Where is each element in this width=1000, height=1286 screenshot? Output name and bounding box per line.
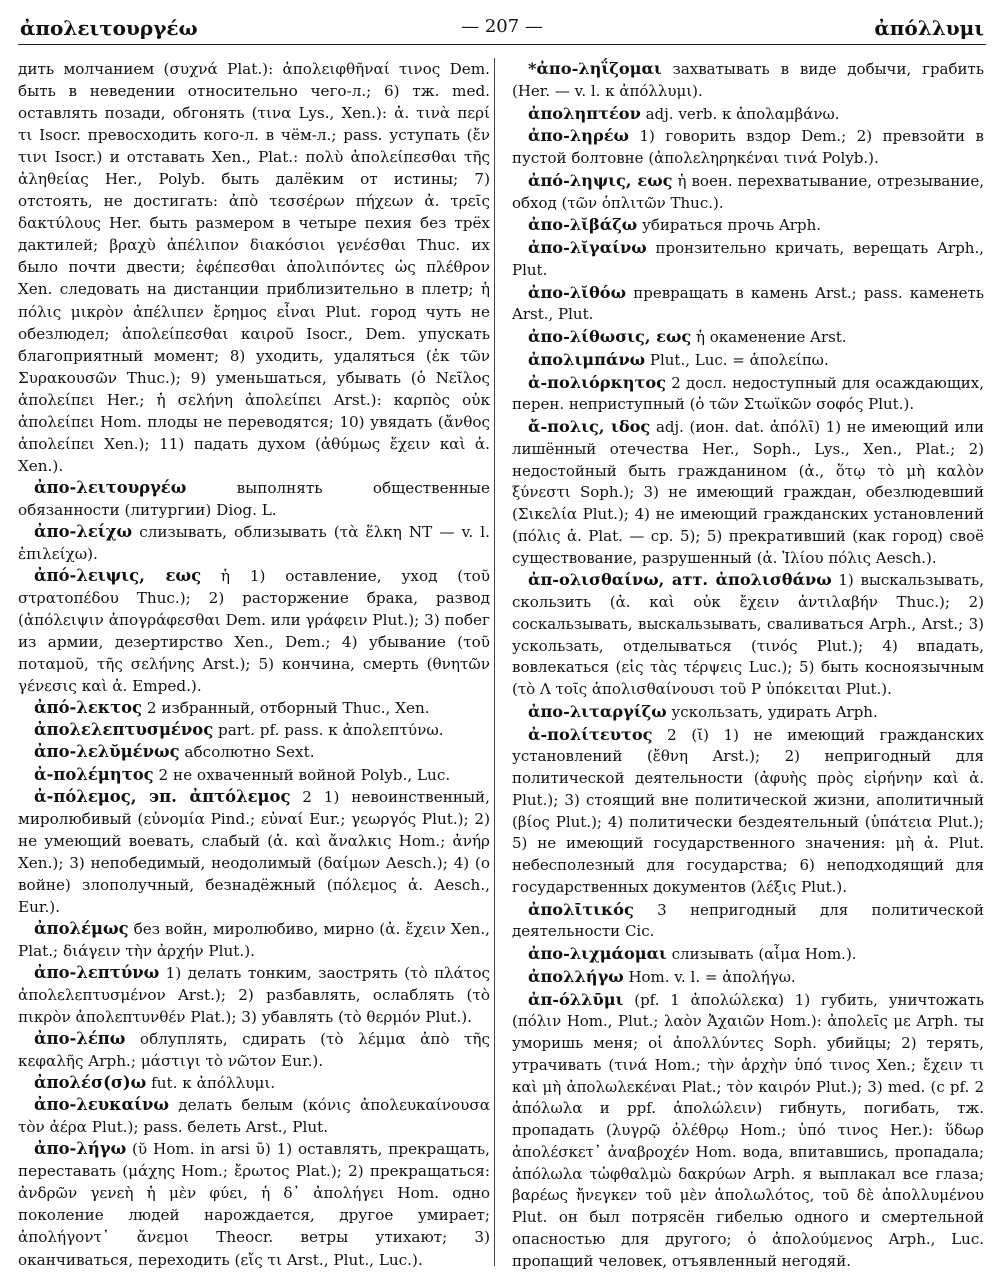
entry-headword: ἀπο-ληρέω xyxy=(528,126,629,146)
entry-definition: 3 непригодный для политической деятельности Cic. xyxy=(512,900,984,941)
dictionary-entry xyxy=(512,989,984,1273)
entry-definition: захватывать в виде добычи, грабить (Her. — v. l. к ἀπόλλυμι). xyxy=(512,60,984,100)
page-header xyxy=(18,8,986,45)
dictionary-entry xyxy=(512,326,984,349)
entry-headword: *ἀπο-ληΐζομαι xyxy=(528,59,662,78)
entry-headword: ἀπολλήγω xyxy=(528,966,624,986)
entry-definition: 2 1) невоинственный, миролюбивый (εὐνομία Pind.; εὐναί Eur.; γεωργός Plut.); 2) не умеющий воевать, слабый (ἀ. καὶ ἄναλκις Hom.; ἀνήρ Xen.); 3) непобедимый, неодолимый (δαίμων Aesch.); 4) (о войне) злополучный, безнадёжный (πόλεμος ἀ. Aesch., Eur.). xyxy=(18,787,490,916)
entry-headword: ἀπο-λῐθόω xyxy=(528,282,627,302)
entry-definition: Plut., Luc. = ἀπολείπω. xyxy=(645,350,829,369)
entry-definition: 2 избранный, отборный Thuc., Xen. xyxy=(142,699,430,718)
dictionary-entry xyxy=(18,521,490,565)
entry-headword: ἀπό-λειψις, εως xyxy=(34,566,202,586)
entry-definition: делать белым (κόνις ἀπολευκαίνουσα τὸν ἀέρα Plut.); pass. белеть Arst., Plut. xyxy=(18,1096,490,1137)
entry-headword: ἀπολέσ(σ)ω xyxy=(34,1073,147,1093)
entry-headword: ἀπο-λείχω xyxy=(34,521,133,541)
right-column xyxy=(512,58,984,1272)
entry-headword: ἀ-πολιόρκητος xyxy=(528,372,667,392)
dictionary-entry xyxy=(512,416,984,569)
dictionary-entry xyxy=(18,719,490,741)
entry-definition: убираться прочь Arph. xyxy=(637,216,821,235)
entry-definition: превращать в камень Arst.; pass. каменеть Arst., Plut. xyxy=(512,283,984,324)
entry-headword: ἀπο-λειτουργέω xyxy=(34,477,187,497)
entry-headword: ἀπο-λῐγαίνω xyxy=(528,238,647,257)
dictionary-entry xyxy=(512,372,984,417)
dictionary-entry xyxy=(512,701,984,724)
column-divider xyxy=(494,58,495,1266)
entry-definition: (pf. 1 ἀπολώλεκα) 1) губить, уничтожать (πόλιν Hom., Plut.; λαὸν Ἀχαιῶν Hom.): ἀπολεῖς με Arph. ты уморишь меня; οἱ ἀπολλύντες Soph. убийцы; 2) терять, утрачивать (τινά Hom.; τὴν ἀρχὴν ὑπό τινος Xen.; ἔχειν τι καὶ μὴ ἀπολωλεκέναι Plat.; τὸν καιρόν Plut.); 3) med. (с pf. 2 ἀπόλωλα и ppf. ἀπολώλειν) гибнуть, погибать, тж. пропадать (λυγρῷ ὀλέθρῳ Hom.; ὑπό τινος Her.): ὕδωρ ἀπολέσκετ᾽ ἀναβροχέν Hom. вода, впитавшись, пропадала; ἀπόλωλα τὠφθαλμὼ δακρύων Arph. я выплакал все глаза; βαρέως ἤνεγκεν τοῦ μὲν ἀπολωλότος, τοῦ δὲ ἀπολλυμένου Plut. он был потрясён гибелью одного и смертельной опасностью для другого; ὁ ἀπολούμενος Arph., Luc. пропащий человек, отъявленный негодяй. xyxy=(512,990,984,1270)
entry-headword: ἀπολιμπάνω xyxy=(528,349,646,369)
entry-headword: ἀπο-λήγω xyxy=(34,1139,127,1159)
entry-definition: 1) выскальзывать, скользить (ἀ. καὶ οὐκ ἔχειν ἀντιλαβήν Thuc.); 2) соскальзывать, выскальзывать, сваливаться Arph., Arst.; 3) ускользать, отделываться (τινός Plut.); 4) впадать, вовлекаться (εἰς τὰς τέρψεις Luc.); 5) быть косноязычным (τὸ Λ τοῖς ἀπολισθαίνουσι τοῦ Ρ ὑπόκειται Plut.). xyxy=(512,571,984,698)
entry-headword: ἀπ-ολισθαίνω, атт. ἀπολισθάνω xyxy=(528,570,832,590)
entry-definition: абсолютно Sext. xyxy=(179,743,315,762)
dictionary-entry xyxy=(512,214,984,237)
entry-definition: облуплять, сдирать (τὸ λέμμα ἀπὸ τῆς κεφαλῆς Arph.; μάστιγι τὸ νῶτον Eur.). xyxy=(18,1030,490,1071)
entry-headword: ἀπο-λέπω xyxy=(34,1029,126,1049)
entry-headword: ἀπολέμως xyxy=(34,918,129,938)
entry-definition: (ῠ Hom. in arsi ῡ) 1) оставлять, прекращать, переставать (μάχης Hom.; ἔρωτος Plat.); 2) прекращаться: ἀνδρῶν γενεὴ ἡ μὲν φύει, ἡ δ᾽ ἀπολήγει Hom. одно поколение людей нарождается, другое умирает; ἀπολήγοντ᾽ ἄνεμοι Theocr. ветры утихают; 3) оканчиваться, переходить (εἴς τι Arst., Plut., Luc.). xyxy=(18,1140,490,1269)
dictionary-entry xyxy=(18,741,490,763)
entry-headword: ἀπο-λελῠμένως xyxy=(34,742,180,762)
entry-definition: fut. к ἀπόλλυμι. xyxy=(146,1074,276,1093)
dictionary-entry xyxy=(18,1094,490,1138)
entry-headword: ἀ-πολίτευτος xyxy=(528,724,653,744)
dictionary-entry xyxy=(512,282,984,327)
entry-headword: ἀπό-λεκτος xyxy=(34,698,143,718)
entry-headword: ἀπο-λιταργίζω xyxy=(528,701,667,721)
entry-definition: 2 не охваченный войной Polyb., Luc. xyxy=(153,765,451,784)
entry-definition: part. pf. pass. к ἀπολεπτύνω. xyxy=(213,721,444,740)
dictionary-entry xyxy=(512,58,984,103)
dictionary-entry xyxy=(512,724,984,899)
entry-headword: ἀπολελεπτυσμένος xyxy=(34,720,214,740)
entry-definition: 2 (ῐ) 1) не имеющий гражданских установлений (ἔθνη Arst.); 2) непригодный для политической деятельности (ἀφυὴς πρὸς εἰρήνην καὶ ἀ. Plut.); 3) стоящий вне политической жизни, аполитичный (βίος Plut.); 4) политически бездеятельный (ὑπάτεια Plut.); 5) не имеющий государственного значения: μὴ ἀ. Plut. небесполезный для государства; 6) неподходящий для государственных документов (λέξις Plut.). xyxy=(512,725,984,896)
entry-definition: adj. (ион. dat. ἀπόλῑ) 1) не имеющий или лишённый отечества Her., Soph., Lys., Xen., Plat.; 2) недостойный быть гражданином (ἀ., ὅτῳ τὸ μὴ καλὸν ξύνεστι Soph.); 3) не имеющий граждан, обезлюдевший (Σικελία Plut.); 4) не имеющий гражданских установлений (πόλις ἀ. Plat. — ср. 5); 5) прекративший (как город) своё существование, разрушенный (ἀ. Ἰλίου πόλις Aesch.). xyxy=(512,418,984,567)
dictionary-entry xyxy=(512,237,984,282)
entry-definition: 1) говорить вздор Dem.; 2) превзойти в пустой болтовне (ἀπολεληρηκέναι τινά Polyb.). xyxy=(512,127,984,167)
dictionary-entry xyxy=(18,1138,490,1270)
entry-definition: Hom. v. l. = ἀπολήγω. xyxy=(623,967,796,986)
dictionary-entry xyxy=(512,966,984,989)
dictionary-entry xyxy=(18,477,490,521)
dictionary-entry xyxy=(18,786,490,918)
dictionary-entry xyxy=(18,697,490,719)
dictionary-entry xyxy=(512,899,984,944)
entry-headword: ἀπο-λῐβάζω xyxy=(528,215,638,235)
dictionary-entry xyxy=(18,1072,490,1094)
dictionary-entry xyxy=(512,125,984,170)
running-head-right: ἀπόλλυμι xyxy=(874,16,984,40)
entry-definition: 2 досл. недоступный для осаждающих, перен. неприступный (ὁ τῶν Στωϊκῶν σοφός Plut.). xyxy=(512,373,984,414)
left-column xyxy=(18,58,490,1271)
entry-headword: ἄ-πολις, ιδος xyxy=(528,417,651,436)
entry-headword: ἀπολῑτικός xyxy=(528,899,634,919)
entry-headword: ἀπ-όλλῡμι xyxy=(528,989,624,1009)
entry-definition: выполнять общественные обязанности (литургии) Diog. L. xyxy=(18,478,490,519)
entry-definition: слизывать, облизывать (τὰ ἕλκη NT — v. l. ἐπιλείχω). xyxy=(18,522,490,564)
entry-definition: без войн, миролюбиво, мирно (ἀ. ἔχειν Xen., Plat.; διάγειν τὴν ἀρχήν Plut.). xyxy=(18,919,490,960)
entry-definition: ускользать, удирать Arph. xyxy=(666,702,878,721)
entry-definition: слизывать (αἷμα Hom.). xyxy=(666,945,857,963)
entry-definition: ἡ 1) оставление, уход (τοῦ στρατοπέδου Thuc.); 2) расторжение брака, развод (ἀπόλειψιν ἀπογράφεσθαι Dem. или γράφειν Plut.); 3) побег из армии, дезертирство Xen., Dem.; 4) убывание (τοῦ ποταμοῦ, τῆς σελήνης Arst.); 5) кончина, смерть (θνητῶν γένεσις καὶ ἀ. Emped.). xyxy=(18,567,490,696)
dictionary-entry xyxy=(18,565,490,697)
entry-headword: ἀ-πολέμητος xyxy=(34,764,154,784)
entry-definition: ἡ окаменение Arst. xyxy=(691,328,847,346)
dictionary-entry xyxy=(512,943,984,966)
entry-headword: ἀπο-λεπτύνω xyxy=(34,962,160,982)
dictionary-entry xyxy=(512,349,984,372)
dictionary-entry xyxy=(18,962,490,1028)
entry-headword: ἀποληπτέον xyxy=(528,103,641,123)
entry-definition: 1) делать тонким, заострять (τὸ πλάτος ἀπολελεπτυσμένον Arst.); 2) разбавлять, ослаблять (τὸ πικρὸν ἀπολεπτυνθέν Plat.); 3) убавлять (τὸ θερμόν Plut.). xyxy=(18,963,490,1027)
dictionary-entry xyxy=(512,170,984,215)
dictionary-entry xyxy=(18,918,490,962)
entry-definition: пронзительно кричать, верещать Arph., Plut. xyxy=(512,239,984,279)
entry-definition: дить молчанием (συχνά Plat.): ἀπολειφθῆναί τινος Dem. быть в неведении относительно чего-л.; 6) тж. med. оставлять позади, обгонять (τινα Lys., Xen.): ἀ. τινὰ περί τι Isocr. превосходить кого-л. в чём-л.; pass. уступать (ἔν τινι Isocr.) и отставать Xen., Plat.: πολὺ ἀπολείπεσθαι τῆς ἀληθείας Her., Polyb. быть далёким от истины; 7) отстоять, не достигать: ἀπὸ τεσσέρων πήχεων ἀ. τρεῖς δακτύλους Her. быть размером в четыре пехия без трёх дактилей; βραχὺ ἀπέλιπον διακόσιοι γενέσθαι Thuc. их было почти двести; ἐφέπεσθαι ἀπολιπόντες ὡς πλέθρον Xen. следовать на дистанции приблизительно в плетр; ἡ πόλις μικρὸν ἀπέλιπεν ἔρημος εἶναι Plut. город чуть не обезлюдел; ἀπολείπεσθαι καιροῦ Isocr., Dem. упускать благоприятный момент; 8) уходить, удаляться (ἐκ τῶν Συρακουσῶν Thuc.); 9) уменьшаться, убывать (ὁ Νεῖλος ἀπολείπει Her.; ἡ σελήνη ἀπολείπει Arst.): καρπὸς οὐκ ἀπολείπει Hom. плоды не переводятся; 10) увядать (ἄνθος ἀπολείπει Xen.); 11) падать духом (ἀθύμως ἔχειν καὶ ἀ. Xen.). xyxy=(18,60,490,475)
dictionary-entry xyxy=(18,764,490,786)
entry-headword: ἀπο-λευκαίνω xyxy=(34,1095,169,1115)
running-head-left: ἀπολειτουργέω xyxy=(20,16,198,40)
page-number: — 207 — xyxy=(461,16,543,37)
dictionary-entry xyxy=(18,58,490,477)
dictionary-entry xyxy=(512,569,984,701)
entry-definition: ἡ воен. перехватывание, отрезывание, обход (τῶν ὁπλιτῶν Thuc.). xyxy=(512,171,984,212)
entry-headword: ἀπό-ληψις, εως xyxy=(528,170,673,190)
dictionary-entry xyxy=(512,103,984,126)
entry-headword: ἀ-πόλεμος, эп. ἀπτόλεμος xyxy=(34,786,291,806)
entry-definition: adj. verb. к ἀπολαμβάνω. xyxy=(640,104,840,123)
entry-headword: ἀπο-λιχμάομαι xyxy=(528,944,667,963)
entry-headword: ἀπο-λίθωσις, εως xyxy=(528,327,692,346)
dictionary-entry xyxy=(18,1028,490,1072)
